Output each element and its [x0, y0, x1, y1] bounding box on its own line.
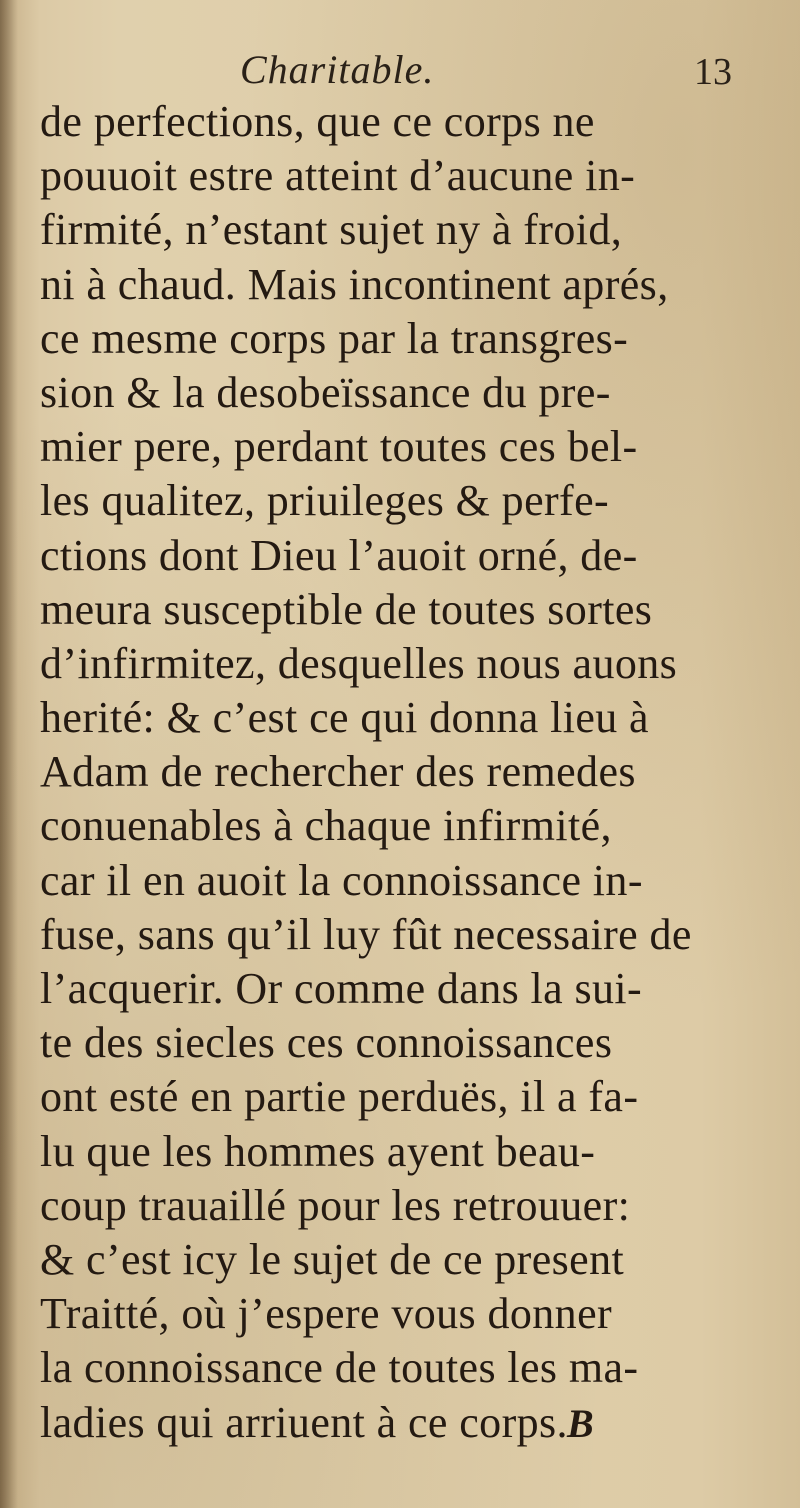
text-line: les qualitez, priuileges & perfe- — [40, 476, 610, 526]
signature-mark: B — [567, 1401, 594, 1446]
text-line: Traitté, où j’espere vous donner — [40, 1289, 613, 1339]
text-line: ont esté en partie perduës, il a fa- — [40, 1072, 639, 1122]
text-line: de perfections, que ce corps ne — [40, 97, 595, 146]
text-line: mier pere, perdant toutes ces bel- — [40, 422, 638, 472]
text-line: ctions dont Dieu l’auoit orné, de- — [40, 530, 638, 580]
text-line: ni à chaud. Mais incontinent aprés, — [40, 259, 669, 309]
text-line: herité: & c’est ce qui donna lieu à — [40, 693, 649, 743]
text-line: la connoissance de toutes les ma- — [40, 1343, 639, 1393]
text-line: te des siecles ces connoissances — [40, 1018, 613, 1068]
text-line: fuse, sans qu’il luy fût necessaire de — [40, 909, 692, 959]
running-title: Charitable. — [240, 47, 435, 92]
text-line: coup trauaillé pour les retrouuer: — [40, 1180, 631, 1230]
text-line: lu que les hommes ayent beau- — [40, 1126, 596, 1176]
binding-shadow — [0, 0, 18, 1508]
text-line: ladies qui arriuent à ce corps. — [40, 1397, 568, 1447]
text-line: car il en auoit la connoissance in- — [40, 855, 643, 905]
text-line: firmité, n’estant sujet ny à froid, — [40, 205, 623, 255]
text-line: sion & la desobeïssance du pre- — [40, 367, 611, 417]
page-number: 13 — [694, 51, 732, 93]
text-line: & c’est icy le sujet de ce present — [40, 1234, 625, 1284]
text-line: d’infirmitez, desquelles nous auons — [40, 638, 678, 688]
text-line: ce mesme corps par la transgres- — [40, 313, 629, 363]
body-text — [40, 95, 740, 1450]
text-line: conuenables à chaque infirmité, — [40, 801, 612, 851]
text-line: pouuoit estre atteint d’aucune in- — [40, 151, 636, 201]
text-line: Adam de rechercher des remedes — [40, 747, 636, 797]
text-line: l’acquerir. Or comme dans la sui- — [40, 964, 643, 1013]
text-line: meura susceptible de toutes sortes — [40, 584, 653, 634]
